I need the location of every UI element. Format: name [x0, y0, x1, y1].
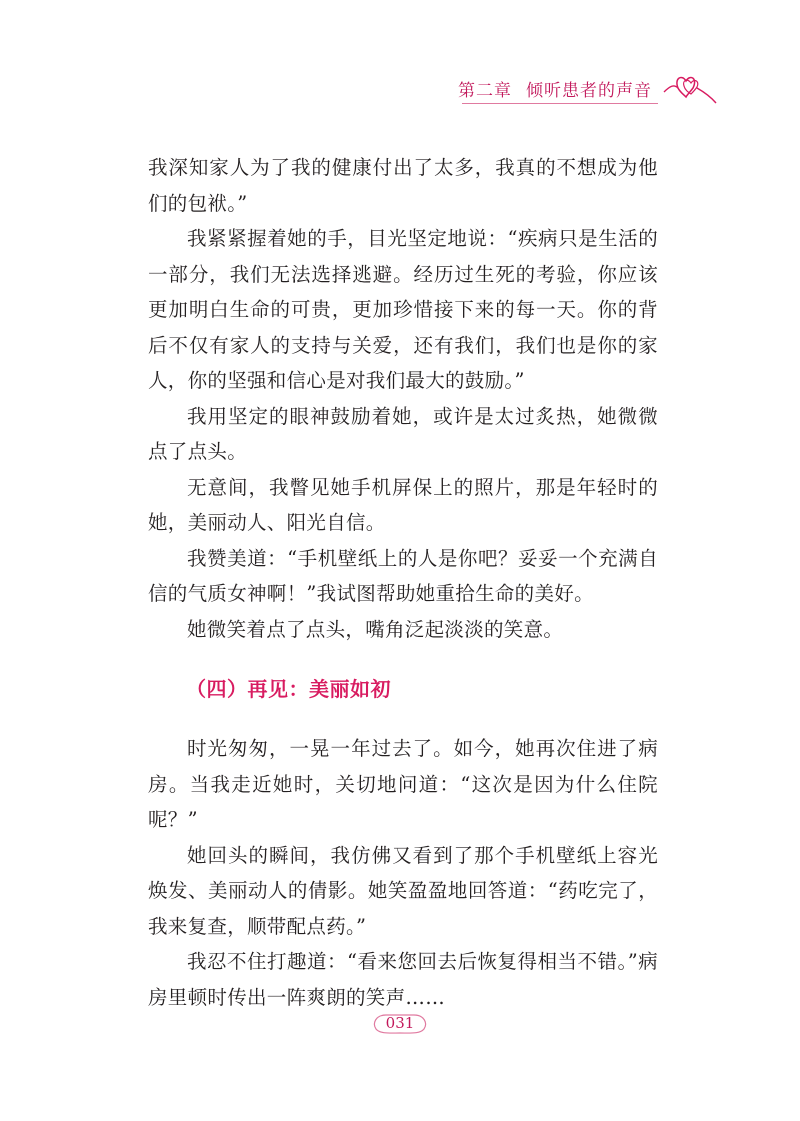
- paragraph: 我忍不住打趣道：“看来您回去后恢复得相当不错。”病房里顿时传出一阵爽朗的笑声……: [148, 950, 658, 1009]
- paragraph: 我赞美道：“手机壁纸上的人是你吧？妥妥一个充满自信的气质女神啊！”我试图帮助她重拾生命的美好。: [148, 546, 658, 605]
- body-text-after: [148, 731, 658, 1015]
- page-number-text: 031: [385, 1014, 415, 1032]
- header-rule: [462, 103, 658, 104]
- paragraph: 无意间，我瞥见她手机屏保上的照片，那是年轻时的她，美丽动人、阳光自信。: [148, 475, 658, 534]
- paragraph: 时光匆匆，一晃一年过去了。如今，她再次住进了病房。当我走近她时，关切地问道：“这次是因为什么住院呢？”: [148, 737, 658, 831]
- paragraph: 我深知家人为了我的健康付出了太多，我真的不想成为他们的包袱。”: [148, 156, 658, 215]
- section-heading: （四）再见：美丽如初: [186, 677, 391, 701]
- paragraph: 她微笑着点了点头，嘴角泛起淡淡的笑意。: [187, 617, 564, 641]
- chapter-title: 倾听患者的声音: [526, 80, 652, 101]
- paragraph: 她回头的瞬间，我仿佛又看到了那个手机壁纸上容光焕发、美丽动人的倩影。她笑盈盈地回答道：“药吃完了，我来复查，顺带配点药。”: [148, 843, 658, 938]
- running-header: [458, 70, 718, 106]
- paragraph: 我紧紧握着她的手，目光坚定地说：“疾病只是生活的一部分，我们无法选择逃避。经历过生死的考验，你应该更加明白生命的可贵，更加珍惜接下来的每一天。你的背后不仅有家人的支持与关爱，还有我们，我们也是你的家人，你的坚强和信心是对我们最大的鼓励。”: [148, 227, 658, 392]
- header-text: [458, 76, 652, 101]
- body-text-before: [148, 150, 658, 647]
- chapter-label: 第二章: [458, 80, 512, 101]
- page-number: [370, 1009, 430, 1037]
- page-content: [148, 150, 658, 1015]
- paragraph: 我用坚定的眼神鼓励着她，或许是太过炙热，她微微点了点头。: [148, 404, 658, 463]
- hearts-icon: [660, 70, 718, 106]
